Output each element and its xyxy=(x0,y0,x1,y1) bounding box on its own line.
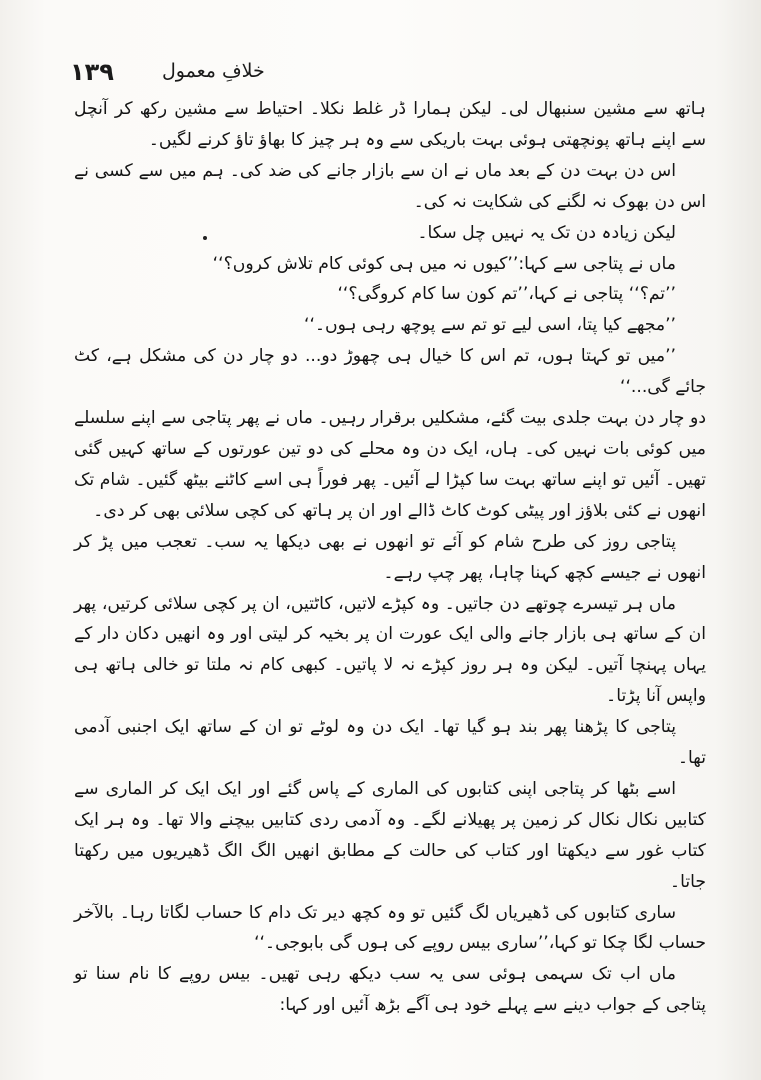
page-header xyxy=(70,52,670,92)
page-number: ١٣٩ xyxy=(70,58,114,86)
paragraph: ماں نے پتاجی سے کہا:’’کیوں نہ میں ہی کوئی کام تلاش کروں؟‘‘ xyxy=(212,253,676,274)
paragraph: پتاجی روز کی طرح شام کو آئے تو انھوں نے بھی دیکھا یہ سب۔ تعجب میں پڑ کر انھوں نے جیسے کچھ کہنا چاہا، پھر چپ رہے۔ xyxy=(74,531,706,583)
paragraph: ماں ہر تیسرے چوتھے دن جاتیں۔ وہ کپڑے لاتیں، کاٹتیں، ان پر کچی سلائی کرتیں، پھر ان کے ساتھ ہی بازار جانے والی ایک عورت ان پر بخیہ کر لیتی اور وہ انھیں دکان دار کے یہاں پہنچا آتیں۔ لیکن وہ ہر روز کپڑے نہ لا پاتیں۔ کبھی کام نہ ملتا تو خالی ہاتھ ہی واپس آنا پڑتا۔ xyxy=(74,593,706,707)
paragraph: ’’میں تو کہتا ہوں، تم اس کا خیال ہی چھوڑ دو... دو چار دن کی مشکل ہے، کٹ جائے گی...‘‘ xyxy=(74,346,706,398)
paragraph: ماں اب تک سہمی ہوئی سی یہ سب دیکھ رہی تھیں۔ بیس روپے کا نام سنا تو پتاجی کے جواب دینے سے پہلے خود ہی آگے بڑھ آئیں اور کہا: xyxy=(74,964,706,1016)
paragraph: ساری کتابوں کی ڈھیریاں لگ گئیں تو وہ کچھ دیر تک دام کا حساب لگاتا رہا۔ بالآخر حساب لگا چکا تو کہا،’’ساری بیس روپے کی ہوں گی بابوجی۔‘‘ xyxy=(74,902,706,954)
running-title: خلافِ معمول xyxy=(162,60,265,82)
paragraph: اس دن بہت دن کے بعد ماں نے ان سے بازار جانے کی ضد کی۔ ہم میں سے کسی نے اس دن بھوک نہ لگنے کی شکایت نہ کی۔ xyxy=(74,160,706,212)
paragraph: دو چار دن بہت جلدی بیت گئے، مشکلیں برقرار رہیں۔ ماں نے پھر پتاجی سے اپنے سلسلے میں کوئی بات نہیں کی۔ ہاں، ایک دن وہ محلے کی دو تین عورتوں کے ساتھ کہیں گئی تھیں۔ آئیں تو اپنے ساتھ بہت سا کپڑا لے آئیں۔ پھر فوراً ہی اسے کاٹنے بیٹھ گئیں۔ شام تک انھوں نے کئی بلاؤز اور پیٹی کوٹ کاٹ ڈالے اور ان پر ہاتھ کی کچی سلائی بھی کر دی۔ xyxy=(74,408,706,521)
page-body xyxy=(74,94,706,1021)
paragraph: لیکن زیادہ دن تک یہ نہیں چل سکا۔ xyxy=(417,222,676,243)
paragraph: پتاجی کا پڑھنا پھر بند ہو گیا تھا۔ ایک دن وہ لوٹے تو ان کے ساتھ ایک اجنبی آدمی تھا۔ xyxy=(74,717,706,769)
paragraph: ’’تم؟‘‘ پتاجی نے کہا،’’تم کون سا کام کروگی؟‘‘ xyxy=(337,284,676,305)
paragraph: ہاتھ سے مشین سنبھال لی۔ لیکن ہمارا ڈر غلط نکلا۔ احتیاط سے مشین رکھ کر آنچل سے اپنے ہاتھ پونچھتی ہوئی بہت باریکی سے وہ ہر چیز کا بھاؤ تاؤ کرنے لگیں۔ xyxy=(74,99,706,150)
paragraph: اسے بٹھا کر پتاجی اپنی کتابوں کی الماری کے پاس گئے اور ایک ایک کر الماری سے کتابیں نکال نکال کر زمین پر پھیلانے لگے۔ وہ آدمی ردی کتابیں بیچنے والا تھا۔ وہ ہر ایک کتاب غور سے دیکھتا اور کتاب کی حالت کے مطابق انھیں الگ الگ ڈھیریوں میں رکھتا جاتا۔ xyxy=(74,778,706,892)
paragraph: ’’مجھے کیا پتا، اسی لیے تو تم سے پوچھ رہی ہوں۔‘‘ xyxy=(304,315,676,336)
